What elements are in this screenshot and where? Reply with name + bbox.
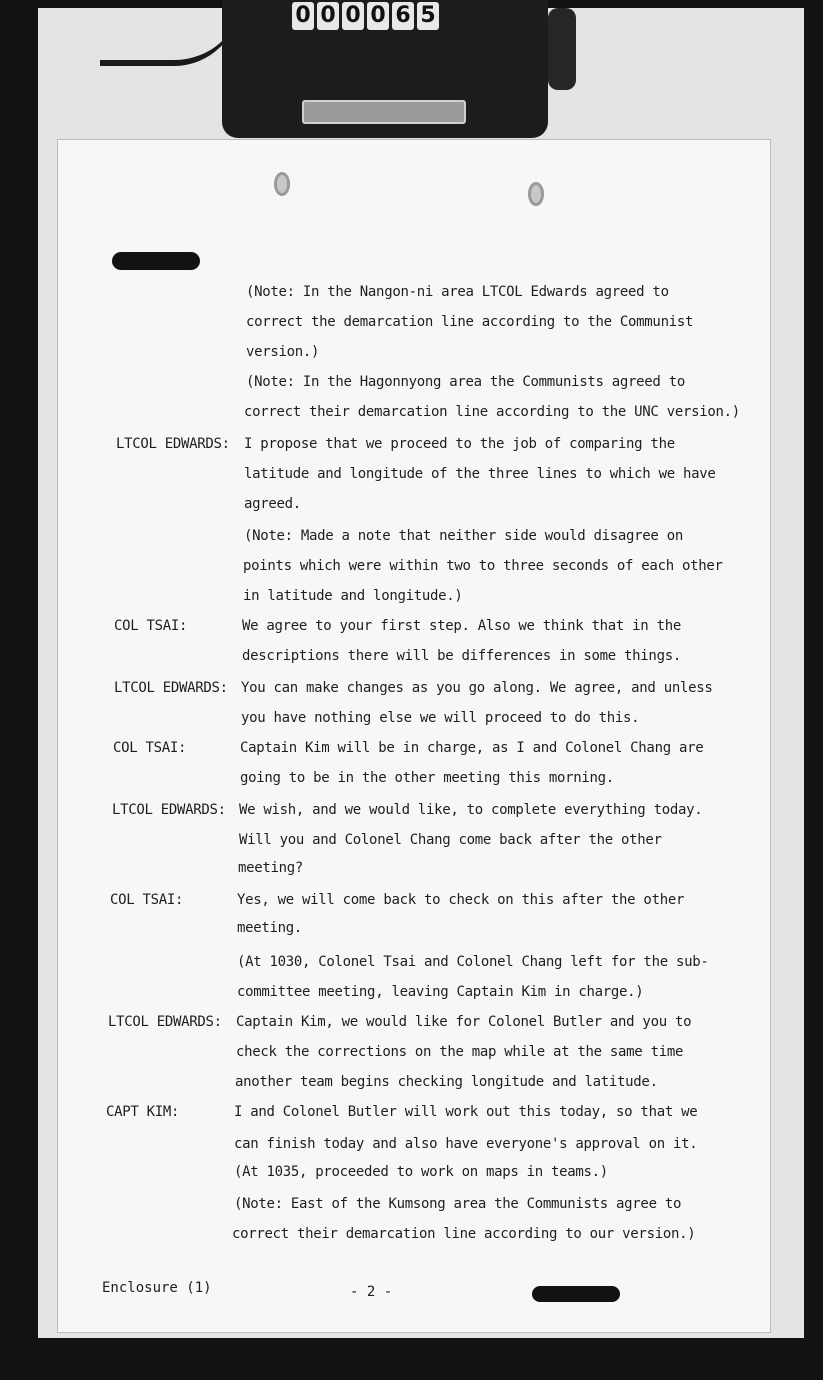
transcript-line: another team begins checking longitude and latitude. — [235, 1074, 658, 1090]
transcript-line: Will you and Colonel Chang come back after the other — [239, 832, 662, 848]
transcript-line: correct the demarcation line according to the Communist — [246, 314, 694, 330]
transcript-line: (Note: In the Nangon-ni area LTCOL Edwards agreed to — [246, 284, 669, 300]
speaker-label: COL TSAI: — [113, 740, 187, 756]
transcript-line: (At 1035, proceeded to work on maps in teams.) — [234, 1164, 608, 1180]
speaker-label: LTCOL EDWARDS: — [108, 1014, 222, 1030]
transcript-line: (Note: East of the Kumsong area the Communists agree to — [234, 1196, 682, 1212]
transcript-line: check the corrections on the map while at the same time — [236, 1044, 684, 1060]
transcript-line: (At 1030, Colonel Tsai and Colonel Chang left for the sub- — [237, 954, 709, 970]
transcript-line: version.) — [246, 344, 320, 360]
transcript-line: going to be in the other meeting this morning. — [240, 770, 614, 786]
transcript-line: in latitude and longitude.) — [243, 588, 463, 604]
transcript-line: meeting? — [238, 860, 304, 876]
punch-hole — [274, 172, 290, 196]
speaker-label: COL TSAI: — [114, 618, 188, 634]
page-number: - 2 - — [350, 1284, 393, 1300]
transcript-line: Yes, we will come back to check on this after the other — [237, 892, 685, 908]
transcript-line: We agree to your first step. Also we think that in the — [242, 618, 681, 634]
transcript-line: latitude and longitude of the three lines to which we have — [244, 466, 716, 482]
transcript-line: Captain Kim, we would like for Colonel Butler and you to — [236, 1014, 692, 1030]
transcript-line: correct their demarcation line according to the UNC version.) — [244, 404, 740, 420]
punch-hole — [528, 182, 544, 206]
transcript-line: Captain Kim will be in charge, as I and Colonel Chang are — [240, 740, 704, 756]
counter-digit: 6 — [392, 2, 414, 30]
counter-digit: 5 — [417, 2, 439, 30]
speaker-label: CAPT KIM: — [106, 1104, 180, 1120]
redaction-mark-top — [112, 252, 200, 270]
speaker-label: LTCOL EDWARDS: — [116, 436, 230, 452]
transcript-line: descriptions there will be differences in some things. — [242, 648, 681, 664]
counter-digit: 0 — [342, 2, 364, 30]
transcript-line: You can make changes as you go along. We agree, and unless — [241, 680, 713, 696]
counter-digit: 0 — [367, 2, 389, 30]
transcript-line: I propose that we proceed to the job of comparing the — [244, 436, 675, 452]
transcript-line: agreed. — [244, 496, 301, 512]
speaker-label: LTCOL EDWARDS: — [114, 680, 228, 696]
transcript-line: (Note: Made a note that neither side would disagree on — [244, 528, 683, 544]
counter-label-plate — [302, 100, 466, 124]
transcript-line: We wish, and we would like, to complete everything today. — [239, 802, 703, 818]
speaker-label: LTCOL EDWARDS: — [112, 802, 226, 818]
transcript-line: points which were within two to three seconds of each other — [243, 558, 723, 574]
counter-knob — [548, 8, 576, 90]
frame-counter-digits — [292, 2, 439, 32]
transcript-line: meeting. — [237, 920, 303, 936]
transcript-line: I and Colonel Butler will work out this today, so that we — [234, 1104, 698, 1120]
transcript-line: you have nothing else we will proceed to do this. — [241, 710, 640, 726]
transcript-line: committee meeting, leaving Captain Kim in charge.) — [237, 984, 644, 1000]
counter-digit: 0 — [292, 2, 314, 30]
transcript-line: (Note: In the Hagonnyong area the Communists agreed to — [246, 374, 685, 390]
transcript-line: can finish today and also have everyone's approval on it. — [234, 1136, 698, 1152]
enclosure-label: Enclosure (1) — [102, 1280, 212, 1296]
counter-digit: 0 — [317, 2, 339, 30]
transcript-line: correct their demarcation line according to our version.) — [232, 1226, 696, 1242]
redaction-mark-bottom — [532, 1286, 620, 1302]
speaker-label: COL TSAI: — [110, 892, 184, 908]
